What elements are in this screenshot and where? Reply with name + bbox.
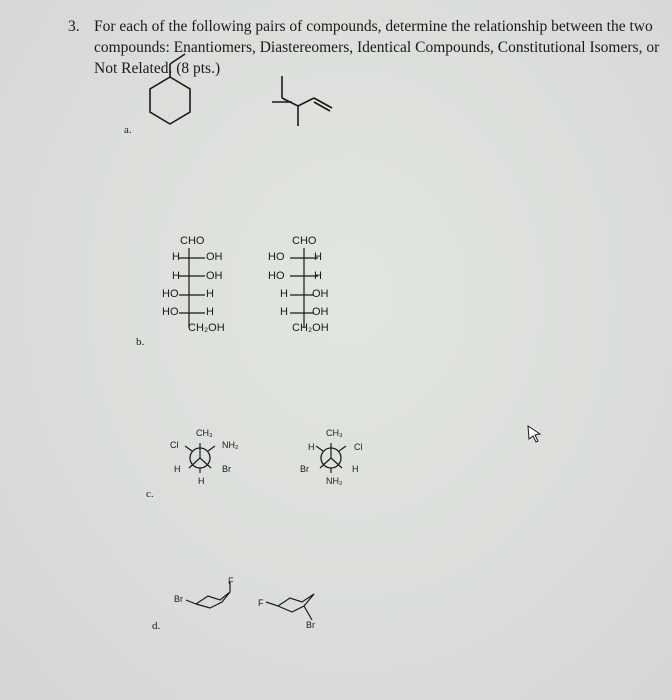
part-a-label: a. [124, 124, 132, 136]
newman-left-circle [185, 443, 225, 483]
newman-right-front-left: Br [300, 464, 309, 474]
newman-left-front-left: H [174, 464, 181, 474]
fischer-right-r3-left: H [280, 288, 288, 300]
fischer-right-r4-right: OH [312, 306, 329, 318]
chair-right-sub2: Br [306, 620, 315, 630]
cursor-icon [526, 424, 546, 444]
fischer-left-r3-left: HO [162, 288, 179, 300]
newman-right-circle [316, 443, 356, 483]
newman-right-back-right: Cl [354, 442, 363, 452]
part-c-label: c. [146, 488, 154, 500]
fischer-right-top: CHO [292, 235, 317, 247]
fischer-right-r2-right: H [314, 270, 322, 282]
part-a-cyclohexene [140, 74, 200, 134]
newman-left-back-right: NH₂ [222, 440, 239, 450]
fischer-left-r2-left: H [172, 270, 180, 282]
newman-left-back-bottom: H [198, 476, 205, 486]
newman-right-front-top: CH₃ [326, 428, 343, 438]
fischer-left-r1-left: H [172, 251, 180, 263]
newman-left-front-right: Br [222, 464, 231, 474]
fischer-right-r4-left: H [280, 306, 288, 318]
fischer-right-bottom: CH₂OH [292, 322, 329, 334]
newman-right-back-bottom: NH₂ [326, 476, 343, 486]
fischer-left-r1-right: OH [206, 251, 223, 263]
chair-right-ring [266, 590, 326, 624]
newman-left-front-top: CH₃ [196, 428, 213, 438]
fischer-left-top: CHO [180, 235, 205, 247]
chair-left-ring [186, 586, 236, 616]
fischer-right-r1-right: H [314, 251, 322, 263]
fischer-right-lines [282, 248, 342, 338]
newman-left-back-left: Cl [170, 440, 179, 450]
fischer-left-r4-left: HO [162, 306, 179, 318]
fischer-right-r2-left: HO [268, 270, 285, 282]
fischer-right-r1-left: HO [268, 251, 285, 263]
fischer-left-lines [165, 248, 225, 338]
part-a-diene [262, 76, 342, 136]
newman-right-front-right: H [352, 464, 359, 474]
fischer-left-r4-right: H [206, 306, 214, 318]
question-text: For each of the following pairs of compounds, determine the relationship between the two compounds: Enantiomers, Diastereomers, Identical Compounds, Constitutional Isomers, or Not Related. (8 pts.) [94, 18, 660, 77]
fischer-right-r3-right: OH [312, 288, 329, 300]
fischer-left-r2-right: OH [206, 270, 223, 282]
chair-right-sub1: F [258, 598, 264, 608]
chair-left-sub1: Br [174, 594, 183, 604]
question-number: 3. [68, 18, 80, 35]
fischer-left-r3-right: H [206, 288, 214, 300]
chair-left-sub2: F [228, 576, 234, 586]
fischer-left-bottom: CH₂OH [188, 322, 225, 334]
part-d-label: d. [152, 620, 161, 632]
part-b-label: b. [136, 336, 145, 348]
newman-right-back-left: H [308, 442, 315, 452]
